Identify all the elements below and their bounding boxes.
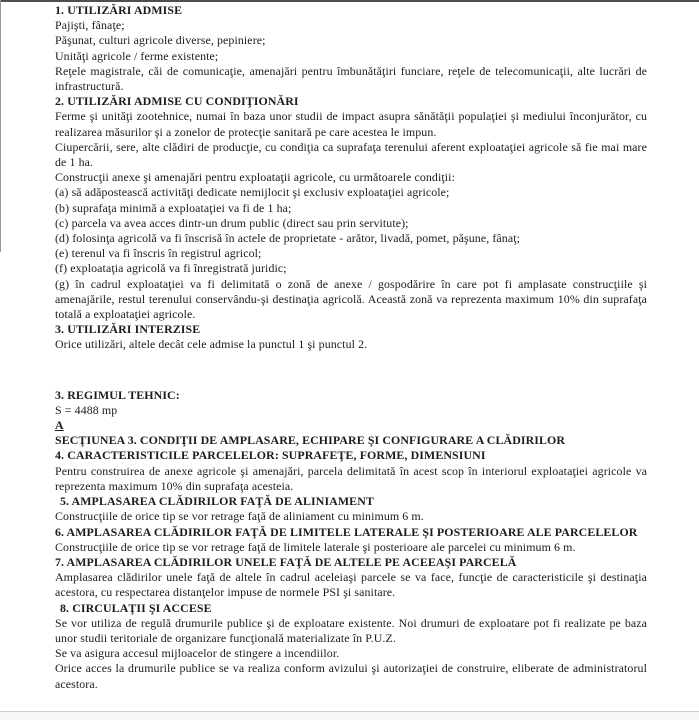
paragraph: (e) terenul va fi înscris în registrul agricol; <box>55 246 262 261</box>
paragraph: Unităţi agricole / ferme existente; <box>55 48 219 63</box>
section-heading: 6. AMPLASAREA CLĂDIRILOR FAŢĂ DE LIMITELE LATERALE ŞI POSTERIOARE ALE PARCELELOR <box>55 524 638 539</box>
section-heading: 7. AMPLASAREA CLĂDIRILOR UNELE FAŢĂ DE ALTELE PE ACEEAŞI PARCELĂ <box>55 554 517 569</box>
paragraph: Pajişti, fânaţe; <box>55 18 125 33</box>
section-heading: 8. CIRCULAŢII ŞI ACCESE <box>60 600 212 615</box>
section-heading: 2. UTILIZĂRI ADMISE CU CONDIŢIONĂRI <box>55 94 299 109</box>
paragraph: (d) folosinţa agricolă va fi înscrisă în actele de proprietate - arător, livadă, pomet, păşune, fânaţ; <box>55 231 521 246</box>
paragraph: Păşunat, culturi agricole diverse, pepiniere; <box>55 33 266 48</box>
section-heading: 1. UTILIZĂRI ADMISE <box>55 3 183 17</box>
paragraph: Construcţiile de orice tip se vor retrage faţă de aliniament cu minimum 6 m. <box>55 509 424 524</box>
paragraph: Se va asigura accesul mijloacelor de stingere a incendiilor. <box>55 646 340 661</box>
paragraph: Ferme şi unităţi zootehnice, numai în baza unor studii de impact asupra sănătăţii populaţiei şi mediului înconjurător, cu realizarea măsurilor şi a zonelor de protecţie sanitară pe care acestea le impun. <box>55 109 647 139</box>
vertical-gap <box>55 353 647 388</box>
section-heading: 3. UTILIZĂRI INTERZISE <box>55 322 201 337</box>
underlined-heading-text: A <box>55 418 64 433</box>
paragraph: Pentru construirea de anexe agricole şi amenajări, parcela delimitată în acest scop în interiorul exploataţiei agricole va reprezenta maximum 10% din suprafaţa acesteia. <box>55 463 647 493</box>
paragraph: Orice acces la drumurile publice se va realiza conform avizului şi autorizaţiei de construire, eliberate de administratorul acestora. <box>55 661 647 691</box>
paragraph: Orice utilizări, altele decât cele admise la punctul 1 şi punctul 2. <box>55 337 368 352</box>
paragraph: (g) în cadrul exploataţiei va fi delimitată o zonă de anexe / gospodărire în care pot fi amplasate construcţiile şi amenajările, restul terenului conservându-şi destinaţia agricolă. Această zonă va reprezenta maximum 10% din suprafaţa totală a exploataţiei agricole. <box>55 276 647 322</box>
page-bottom-strip <box>0 711 699 720</box>
section-heading: 3. REGIMUL TEHNIC: <box>55 387 180 402</box>
page-left-edge <box>0 0 1 252</box>
paragraph: S = 4488 mp <box>55 402 118 417</box>
section-heading: SECŢIUNEA 3. CONDIŢII DE AMPLASARE, ECHIPARE ŞI CONFIGURARE A CLĂDIRILOR <box>55 433 566 448</box>
section-heading: 4. CARACTERISTICILE PARCELELOR: SUPRAFEŢE, FORME, DIMENSIUNI <box>55 448 486 463</box>
paragraph: Ciupercării, sere, alte clădiri de producţie, cu condiţia ca suprafaţa terenului aferent exploataţiei agricole să fie mai mare de 1 ha. <box>55 139 647 170</box>
paragraph: (f) exploataţia agricolă va fi înregistrată juridic; <box>55 261 287 276</box>
paragraph: Construcţii anexe şi amenajări pentru exploataţii agricole, cu următoarele condiţii: <box>55 170 455 185</box>
paragraph: (b) suprafaţa minimă a exploataţiei va fi de 1 ha; <box>55 200 292 215</box>
document-body <box>55 3 647 692</box>
paragraph: Reţele magistrale, căi de comunicaţie, amenajări pentru îmbunătăţiri funciare, reţele de telecomunicaţii, alte lucrări de infrastructură. <box>55 63 647 94</box>
underlined-heading <box>55 418 647 433</box>
section-heading: 5. AMPLASAREA CLĂDIRILOR FAŢĂ DE ALINIAMENT <box>60 494 374 509</box>
paragraph: (a) să adăpostească activităţi dedicate nemijlocit şi exclusiv exploataţiei agricole; <box>55 185 450 200</box>
page-top-edge <box>0 0 699 2</box>
paragraph: Se vor utiliza de regulă drumurile publice şi de exploatare existente. Noi drumuri de exploatare pot fi realizate pe baza unor studii teritoriale de organizare funcţională materializate în P.U.Z. <box>55 615 647 645</box>
paragraph: Construcţiile de orice tip se vor retrage faţă de limitele laterale şi posterioare ale parcelei cu minimum 6 m. <box>55 539 576 554</box>
paragraph: (c) parcela va avea acces dintr-un drum public (direct sau prin servitute); <box>55 215 409 230</box>
paragraph: Amplasarea clădirilor unele faţă de altele în cadrul aceleiaşi parcele se va face, funcţie de caracteristicile şi destinaţia acestora, cu respectarea distanţelor impuse de normele PSI şi sanitare. <box>55 570 647 600</box>
